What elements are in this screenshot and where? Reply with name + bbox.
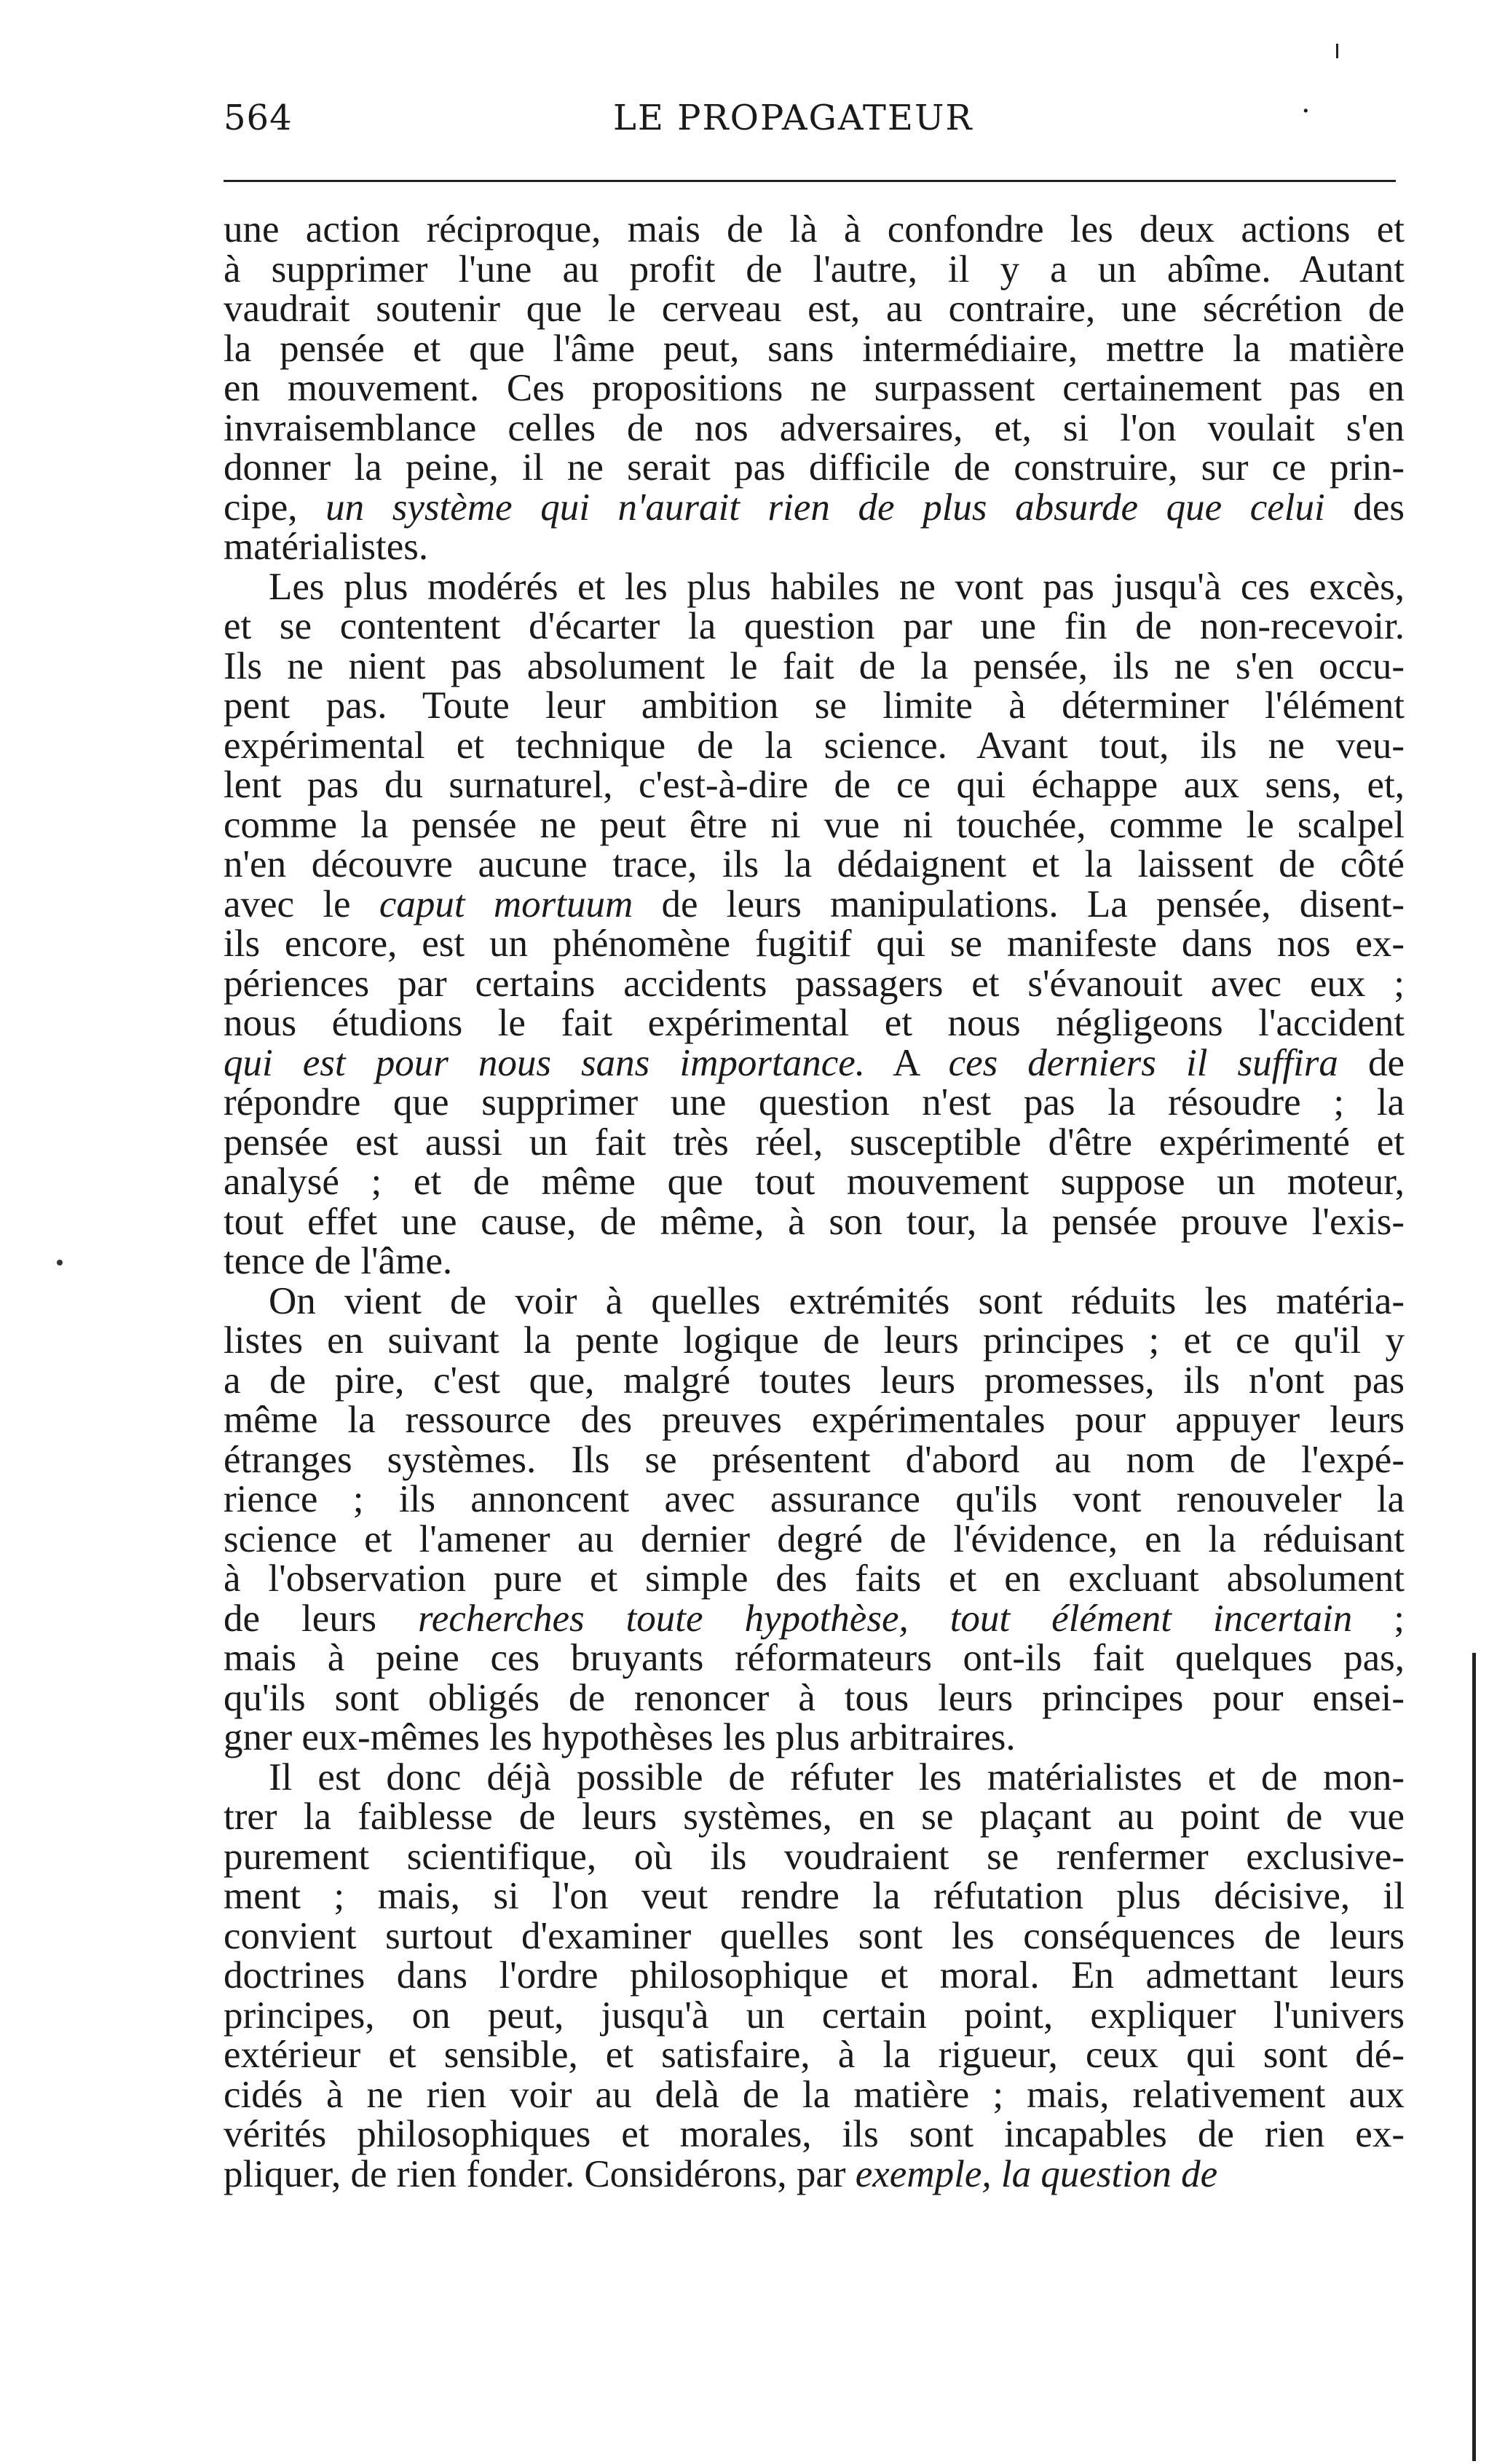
- text-line: [224, 2035, 1405, 2075]
- text-run: convient surtout d'examiner quelles sont les conséquences de leurs: [224, 1914, 1405, 1957]
- text-line: [224, 765, 1405, 805]
- text-line: [224, 2075, 1405, 2115]
- text-run: pent pas. Toute leur ambition se limite à déterminer l'élément: [224, 684, 1405, 727]
- text-run: pensée est aussi un fait très réel, susceptible d'être expérimenté et: [224, 1121, 1405, 1164]
- text-run: A: [865, 1041, 949, 1084]
- text-line: [224, 2152, 1405, 2195]
- text-run: extérieur et sensible, et satisfaire, à la rigueur, ceux qui sont dé-: [224, 2034, 1405, 2076]
- text-line: [224, 1162, 1405, 1202]
- text-line: [224, 1279, 1405, 1322]
- text-run: à supprimer l'une au profit de l'autre, il y a un abîme. Autant: [224, 248, 1405, 291]
- text-line: [224, 1758, 1405, 1798]
- text-run: de leurs manipulations. La pensée, disent-: [633, 882, 1405, 925]
- text-run: avec le: [224, 882, 379, 925]
- text-run: périences par certains accidents passagers et s'évanouit avec eux ;: [224, 962, 1405, 1005]
- text-run: principes, on peut, jusqu'à un certain point, expliquer l'univers: [224, 1994, 1405, 2037]
- italic-text: exemple, la question de: [855, 2152, 1218, 2195]
- text-run: de: [1338, 1041, 1405, 1084]
- text-line: [224, 368, 1405, 408]
- text-line: [224, 1718, 1405, 1758]
- paragraph: [224, 1758, 1405, 2195]
- text-line: [224, 488, 1405, 528]
- text-line: [224, 1241, 1405, 1282]
- text-run: analysé ; et de même que tout mouvement suppose un moteur,: [224, 1161, 1405, 1203]
- text-run: a de pire, c'est que, malgré toutes leurs promesses, ils n'ont pas: [224, 1359, 1405, 1402]
- text-run: même la ressource des preuves expérimentales pour appuyer leurs: [224, 1399, 1405, 1441]
- text-line: [224, 1480, 1405, 1520]
- body-text: [224, 210, 1405, 2194]
- header-mark: ·: [1301, 95, 1311, 128]
- text-run: listes en suivant la pente logique de leurs principes ; et ce qu'il y: [224, 1319, 1405, 1362]
- text-line: [224, 805, 1405, 845]
- text-run: ils encore, est un phénomène fugitif qui se manifeste dans nos ex-: [224, 923, 1405, 965]
- text-run: matérialistes.: [224, 526, 429, 568]
- text-run: la pensée et que l'âme peut, sans intermédiaire, mettre la matière: [224, 327, 1405, 370]
- text-line: [224, 1440, 1405, 1480]
- text-run: tout effet une cause, de même, à son tour, la pensée prouve l'exis-: [224, 1200, 1405, 1243]
- paragraph: [224, 1279, 1405, 1758]
- text-line: [224, 1559, 1405, 1599]
- text-run: On vient de voir à quelles extrémités sont réduits les matéria-: [269, 1279, 1405, 1322]
- stray-dot: [57, 1260, 63, 1265]
- text-line: [224, 1797, 1405, 1837]
- text-run: et se contentent d'écarter la question par une fin de non-recevoir.: [224, 605, 1405, 647]
- text-run: donner la peine, il ne serait pas difficile de construire, sur ce prin-: [224, 446, 1405, 489]
- text-run: purement scientifique, où ils voudraient se renfermer exclusive-: [224, 1835, 1405, 1878]
- running-title: LE PROPAGATEUR: [613, 98, 973, 138]
- text-run: de leurs: [224, 1597, 419, 1640]
- text-run: expérimental et technique de la science. Avant tout, ils ne veu-: [224, 724, 1405, 767]
- text-line: [224, 607, 1405, 647]
- text-run: ;: [1352, 1597, 1405, 1640]
- text-line: [224, 527, 1405, 567]
- text-line: [224, 1202, 1405, 1242]
- text-line: [224, 845, 1405, 885]
- text-line: [224, 1321, 1405, 1361]
- italic-text: qui est pour nous sans importance.: [224, 1041, 866, 1084]
- text-run: pliquer, de rien fonder. Considérons, par: [224, 2152, 856, 2195]
- text-line: [224, 1083, 1405, 1123]
- header-rule: [224, 180, 1396, 182]
- text-line: [224, 1876, 1405, 1916]
- text-run: Il est donc déjà possible de réfuter les matérialistes et de mon-: [269, 1756, 1405, 1798]
- text-line: [224, 448, 1405, 488]
- text-run: une action réciproque, mais de là à confondre les deux actions et: [224, 208, 1405, 250]
- text-run: Les plus modérés et les plus habiles ne vont pas jusqu'à ces excès,: [269, 565, 1405, 608]
- text-run: des: [1324, 486, 1405, 529]
- text-run: vaudrait soutenir que le cerveau est, au contraire, une sécrétion de: [224, 288, 1405, 330]
- text-run: gner eux-mêmes les hypothèses les plus arbitraires.: [224, 1716, 1016, 1758]
- text-run: comme la pensée ne peut être ni vue ni touchée, comme le scalpel: [224, 803, 1405, 846]
- text-run: ment ; mais, si l'on veut rendre la réfutation plus décisive, il: [224, 1875, 1405, 1917]
- text-line: [224, 1638, 1405, 1678]
- text-line: [224, 2114, 1405, 2155]
- text-line: [224, 1517, 1405, 1560]
- text-line: [224, 1361, 1405, 1401]
- page-edge-tick: [1336, 44, 1338, 58]
- text-run: doctrines dans l'ordre philosophique et moral. En admettant leurs: [224, 1954, 1405, 1997]
- paragraph: [224, 567, 1405, 1282]
- text-line: [224, 1599, 1405, 1639]
- text-run: rience ; ils annoncent avec assurance qu'ils vont renouveler la: [224, 1478, 1405, 1520]
- italic-text: recherches toute hypothèse, tout élément incertain: [418, 1597, 1353, 1640]
- text-run: trer la faiblesse de leurs systèmes, en se plaçant au point de vue: [224, 1796, 1405, 1838]
- text-run: en mouvement. Ces propositions ne surpassent certainement pas en: [224, 367, 1405, 409]
- text-line: [224, 1400, 1405, 1440]
- text-line: [224, 408, 1405, 449]
- italic-text: un système qui n'aurait rien de plus absurde que celui: [325, 486, 1325, 529]
- text-line: [224, 329, 1405, 369]
- text-run: nous étudions le fait expérimental et nous négligeons l'accident: [224, 1002, 1405, 1044]
- text-run: lent pas du surnaturel, c'est-à-dire de ce qui échappe aux sens, et,: [224, 764, 1405, 806]
- text-line: [224, 250, 1405, 290]
- text-line: [224, 1837, 1405, 1877]
- text-line: [224, 686, 1405, 726]
- text-run: tence de l'âme.: [224, 1240, 453, 1282]
- text-run: n'en découvre aucune trace, ils la dédaignent et la laissent de côté: [224, 843, 1405, 885]
- text-line: [224, 1003, 1405, 1043]
- text-run: répondre que supprimer une question n'est pas la résoudre ; la: [224, 1081, 1405, 1124]
- text-run: qu'ils sont obligés de renoncer à tous leurs principes pour ensei-: [224, 1676, 1405, 1719]
- text-line: [224, 289, 1405, 329]
- paragraph: [224, 210, 1405, 567]
- page-number: 564: [224, 98, 293, 138]
- text-run: invraisemblance celles de nos adversaires, et, si l'on voulait s'en: [224, 406, 1405, 449]
- text-run: étranges systèmes. Ils se présentent d'abord au nom de l'expé-: [224, 1438, 1405, 1481]
- text-line: [224, 1043, 1405, 1083]
- text-line: [224, 924, 1405, 964]
- italic-text: caput mortuum: [379, 882, 633, 925]
- text-run: cipe,: [224, 486, 326, 529]
- text-line: [224, 726, 1405, 766]
- text-line: [224, 1956, 1405, 1996]
- text-line: [224, 1996, 1405, 2036]
- text-run: cidés à ne rien voir au delà de la matière ; mais, relativement aux: [224, 2073, 1405, 2116]
- text-run: à l'observation pure et simple des faits et en excluant absolument: [224, 1557, 1405, 1600]
- text-line: [224, 964, 1405, 1004]
- text-run: vérités philosophiques et morales, ils sont incapables de rien ex-: [224, 2113, 1405, 2155]
- text-run: mais à peine ces bruyants réformateurs ont-ils fait quelques pas,: [224, 1637, 1405, 1679]
- text-run: science et l'amener au dernier degré de l'évidence, en la réduisant: [224, 1517, 1405, 1560]
- text-line: [224, 210, 1405, 250]
- text-line: [224, 1123, 1405, 1163]
- page-edge-shadow: [1472, 1653, 1476, 2461]
- text-line: [224, 882, 1405, 925]
- text-line: [224, 1916, 1405, 1956]
- text-line: [224, 644, 1405, 687]
- text-line: [224, 1678, 1405, 1718]
- italic-text: ces derniers il suffira: [948, 1041, 1338, 1084]
- page-header: [224, 93, 1399, 144]
- text-run: Ils ne nient pas absolument le fait de la pensée, ils ne s'en occu-: [224, 644, 1405, 687]
- text-line: [224, 567, 1405, 607]
